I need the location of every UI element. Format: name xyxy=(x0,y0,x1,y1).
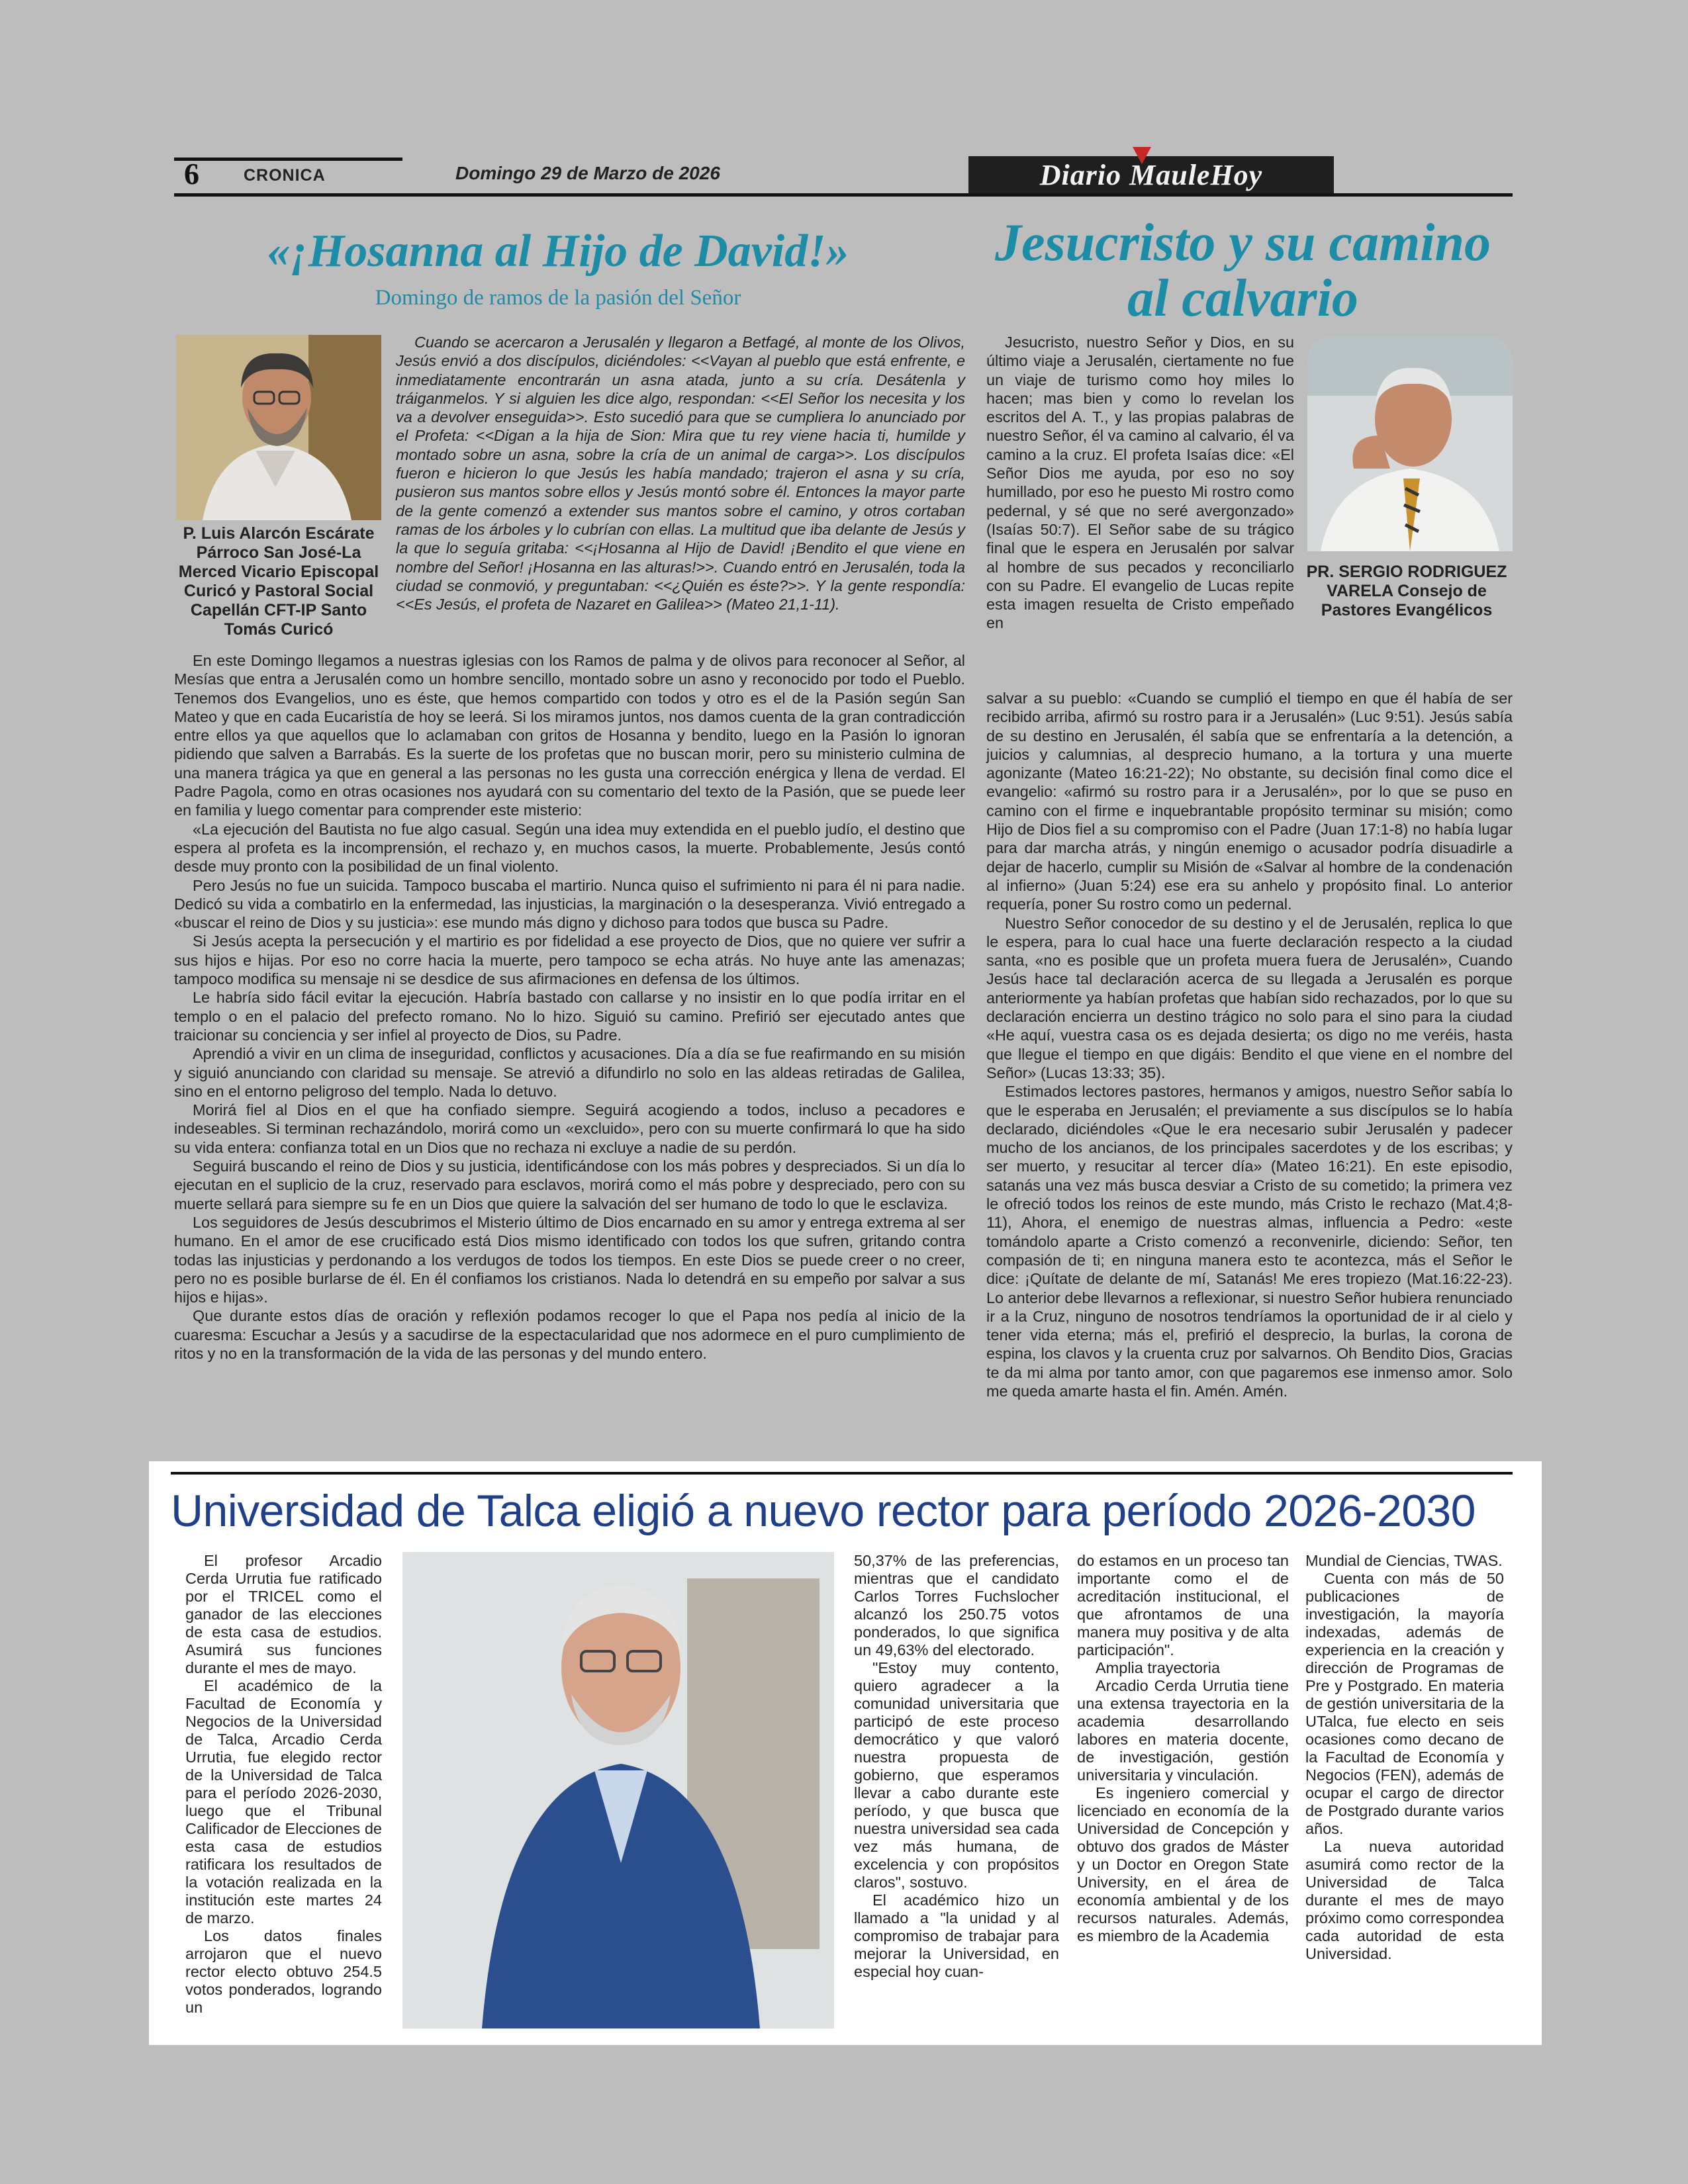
left-article-subtitle: Domingo de ramos de la pasión del Señor xyxy=(375,286,741,310)
body-paragraph: La nueva autoridad asumirá como rector de la Universidad de Talca durante el mes de mayo próximo como correspondea cada autoridad de esta Universidad. xyxy=(1305,1838,1504,1962)
body-paragraph: Jesucristo, nuestro Señor y Dios, en su último viaje a Jerusalén, ciertamente no fue un viaje de turismo como hoy miles lo hacen; mas bien y como lo revelan los escritos del A. T., y las propias palabras de nuestro Señor, él va camino al calvario, él va camino a la cruz. El profeta Isaías dice: «El Señor Dios me ayuda, por eso no soy humillado, por eso he puesto Mi rostro como pedernal, y sé que no seré avergonzado» (Isaías 50:7). El Señor sabe de su trágico final que le espera en Jerusalén por salvar al hombre de sus pecados y reconciliarlo con su Padre. El evangelio de Lucas repite esta imagen resuelta de Cristo empeñado en xyxy=(986,334,1294,632)
body-paragraph: Si Jesús acepta la persecución y el martirio es por fidelidad a ese proyecto de Dios, que no quiere ver sufrir a sus hijos e hijas. Por eso no corre hacia la muerte, pero tampoco se echa atrás. No huye ante las amenazas; tampoco modifica su mensaje ni se desdice de sus afirmaciones en defensa de los últimos. xyxy=(174,933,965,988)
body-paragraph: Es ingeniero comercial y licenciado en economía de la Universidad de Concepción y obtuvo dos grados de Máster y un Doctor en Oregon State University, en el área de economía ambiental y de los recursos naturales. Además, es miembro de la Academia xyxy=(1077,1784,1289,1944)
logo-red-triangle-icon xyxy=(1133,147,1151,164)
author-photo-luis xyxy=(176,335,381,520)
body-paragraph: El académico hizo un llamado a "la unidad y al compromiso de trabajar para mejorar la Universidad, en especial hoy cuan- xyxy=(854,1891,1059,1980)
section-label: CRONICA xyxy=(244,166,326,185)
bottom-article-title: Universidad de Talca eligió a nuevo rector para período 2026-2030 xyxy=(171,1486,1476,1536)
body-paragraph: Aprendió a vivir en un clima de inseguridad, conflictos y acusaciones. Día a día se fue reafirmando en su misión y siguió anunciando con claridad su mensaje. Se atrevió a difundirlo no solo en las aldeas retiradas de Galilea, sino en el entorno peligroso del templo. Nada lo detuvo. xyxy=(174,1045,965,1100)
author-caption-luis: P. Luis Alarcón Escárate Párroco San José-La Merced Vicario Episcopal Curicó y Pastoral Social Capellán CFT-IP Santo Tomás Curicó xyxy=(178,524,379,639)
body-paragraph: do estamos en un proceso tan importante como el de acreditación institucional, el que afrontamos de una manera muy positiva y de alta participación". xyxy=(1077,1552,1289,1659)
left-article-title: «¡Hosanna al Hijo de David!» xyxy=(267,226,849,277)
body-paragraph: En este Domingo llegamos a nuestras iglesias con los Ramos de palma y de olivos para reconocer al Señor, al Mesías que entra a Jerusalén como un hombre sencillo, montado sobre un asno y reconocido por todo el Pueblo. Tenemos dos Evangelios, uno es éste, que hemos compartido con todos y otro es el de la Pasión según San Mateo y que en cada Eucaristía de hoy se leerá. Si los miramos juntos, nos damos cuenta de la gran contradicción entre ellos ya que aquellos que lo aclamaban con gritos de Hosanna y bendito, luego en la Pasión lo ignoran pidiendo que salven a Barrabás. Es la suerte de los profetas que no buscan morir, pero su ministerio culmina de una manera trágica ya que en general a las personas no les gusta una corrección enérgica y llena de verdad. El Padre Pagola, como en otras ocasiones nos ayudará con su comentario del texto de la Pasión, que se puede leer en familia y luego comentar para comprender este misterio: xyxy=(174,652,965,819)
body-paragraph: Arcadio Cerda Urrutia tiene una extensa trayectoria en la academia desarrollando labores en materia docente, de investigación, gestión universitaria y vinculación. xyxy=(1077,1677,1289,1784)
right-article-body xyxy=(986,689,1513,1400)
bottom-column-1 xyxy=(185,1552,382,2017)
newspaper-logo xyxy=(968,156,1334,193)
portrait-man-icon xyxy=(1307,336,1513,551)
right-article-top-column xyxy=(986,333,1294,633)
body-paragraph: El académico de la Facultad de Economía y Negocios de la Universidad de Talca, Arcadio Cerda Urrutia, fue elegido rector de la Universidad de Talca para el período 2026-2030, luego que el Tribunal Calificador de Elecciones de esta casa de estudios ratificara los resultados de la votación realizada en la institución este martes 24 de marzo. xyxy=(185,1677,382,1927)
rector-photo xyxy=(402,1552,834,2028)
page-number: 6 xyxy=(184,157,199,191)
left-article-intro xyxy=(396,333,965,614)
body-paragraph: Que durante estos días de oración y reflexión podamos recoger lo que el Papa nos pedía al inicio de la cuaresma: Escuchar a Jesús y a sacudirse de la espectacularidad que nos adormece en el puro cumplimiento de ritos y no en la transformación de la vida de las personas y del mundo entero. xyxy=(174,1307,965,1362)
body-paragraph: «La ejecución del Bautista no fue algo casual. Según una idea muy extendida en el pueblo judío, el destino que espera al profeta es la incomprensión, el rechazo y, en muchos casos, la muerte. Probablemente, Jesús contó desde muy pronto con la posibilidad de un final violento. xyxy=(174,820,965,876)
body-paragraph: Nuestro Señor conocedor de su destino y el de Jerusalén, replica lo que le espera, para lo cual hace una fuerte declaración respecto a la ciudad santa, «no es posible que un profeta muera fuera de Jerusalén», Cuando Jesús hace tal declaración acerca de su llegada a Jerusalén es porque anteriormente ya habían profetas que habían sido rechazados, por lo que su declaración encierra un destino trágico no solo para el sino para la ciudad «He aquí, vuestra casa os es dejada desierta; os digo no me veréis, hasta que llegue el tiempo en que digáis: Bendito el que viene en el nombre del Señor» (Lucas 13:33; 35). xyxy=(986,914,1513,1081)
body-paragraph: 50,37% de las preferencias, mientras que el candidato Carlos Torres Fuchslocher alcanzó los 250.75 votos ponderados, lo que significa un 49,63% del electorado. xyxy=(854,1552,1059,1659)
body-paragraph: "Estoy muy contento, quiero agradecer a la comunidad universitaria que participó de este proceso democrático y que valoró nuestra propuesta de gobierno, que esperamos llevar a cabo durante este período, y que busca que nuestra universidad sea cada vez más humana, de excelencia y con propósitos claros", sostuvo. xyxy=(854,1659,1059,1891)
portrait-man-icon xyxy=(176,335,381,520)
body-paragraph: Seguirá buscando el reino de Dios y su justicia, identificándose con los más pobres y despreciados. Si un día lo ejecutan en el suplicio de la cruz, reservado para esclavos, morirá como el más pobre y despreciado, pero con su muerte sellará para siempre su fe en un Dios que quiere la salvación del ser humano de todo lo que le esclaviza. xyxy=(174,1158,965,1212)
portrait-man-icon xyxy=(402,1552,834,2028)
author-photo-sergio xyxy=(1307,336,1513,551)
body-paragraph: salvar a su pueblo: «Cuando se cumplió el tiempo en que él había de ser recibido arriba, afirmó su rostro para ir a Jerusalén» (Luc 9:51). Jesús sabía de su destino en Jerusalén, él sabía que se enfrentaría a la detención, a juicios y calumnias, al desprecio humano, a la tortura y una muerte agonizante (Mateo 16:21-22); No obstante, su decisión final como dice el evangelio: «afirmó su rostro para ir a Jerusalén», por lo que se puso en camino con el firme e inquebrantable propósito terminar su misión; como Hijo de Dios fiel a su compromiso con el Padre (Juan 17:1-8) no había lugar para dar marcha atrás, y ningún enemigo o acusador podría disuadirle a dejar de hacerlo, cumplir su Misión de «Salvar al hombre de la condenación al infierno» (Juan 5:24) ese era su anhelo y propósito final. Lo anterior requería, poner Su rostro como un pedernal. xyxy=(986,690,1513,913)
body-paragraph: Los seguidores de Jesús descubrimos el Misterio último de Dios encarnado en su amor y entrega extrema al ser humano. En el amor de ese crucificado está Dios mismo identificado con todos los que sufren, gritando contra todas las injusticias y perdonando a los verdugos de todos los tiempos. En este Dios se puede creer o no creer, pero no es posible burlarse de él. En él confiamos los cristianos. Nada lo detendrá en su empeño por salvar a sus hijos e hijas». xyxy=(174,1213,965,1306)
body-paragraph: Le habría sido fácil evitar la ejecución. Habría bastado con callarse y no insistir en lo que podía irritar en el templo o en el palacio del prefecto romano. No lo hizo. Siguió su camino. Prefirió ser ejecutado antes que traicionar su conciencia y ser infiel al proyecto de Dios, su Padre. xyxy=(174,989,965,1044)
right-article-title: Jesucristo y su camino al calvario xyxy=(995,214,1491,328)
body-paragraph: Mundial de Ciencias, TWAS. xyxy=(1305,1552,1503,1569)
section-subheading: Amplia trayectoria xyxy=(1096,1659,1221,1676)
body-paragraph: Pero Jesús no fue un suicida. Tampoco buscaba el martirio. Nunca quiso el sufrimiento ni para él ni para nadie. Dedicó su vida a combatirlo en la enfermedad, las injusticias, la marginación o la desesperanza. Vivió entregado a «buscar el reino de Dios y su justicia»: ese mundo más digno y dichoso para todos que busca su Padre. xyxy=(174,876,965,932)
header-top-rule xyxy=(174,158,402,161)
header-rule xyxy=(174,193,1513,197)
left-article-body xyxy=(174,651,965,1363)
body-paragraph: El profesor Arcadio Cerda Urrutia fue ratificado por el TRICEL como el ganador de las elecciones de esta casa de estudios. Asumirá sus funciones durante el mes de mayo. xyxy=(185,1552,382,1676)
brand-name: Diario MauleHoy xyxy=(1039,159,1263,191)
bottom-column-3 xyxy=(1077,1552,1289,1945)
intro-paragraph: Cuando se acercaron a Jerusalén y llegaron a Betfagé, al monte de los Olivos, Jesús envió a dos discípulos, diciéndoles: <<Vayan al pueblo que está enfrente, e inmediatamente encontrarán un asna atada, junto a su cría. Desátenla y tráiganmelos. Y si alguien les dice algo, respondan: <<El Señor los necesita y los va a devolver enseguida>>. Esto sucedió para que se cumpliera lo anunciado por el Profeta: <<Digan a la hija de Sion: Mira que tu rey viene hacia ti, humilde y montado sobre un asna, sobre la cría de un animal de carga>>. Los discípulos fueron e hicieron lo que Jesús les había mandado; trajeron el asna y su cría, pusieron sus mantos sobre ellos y Jesús montó sobre él. Entonces la mayor parte de la gente comenzó a extender sus mantos sobre el camino, y otros cortaban ramas de los árboles y lo cubrían con ellas. La multitud que iba delante de Jesús y la que lo seguía gritaba: <<¡Hosanna al Hijo de David! ¡Bendito el que viene en nombre del Señor! ¡Hosanna en las alturas!>>. Cuando entró en Jerusalén, toda la ciudad se conmovió, y preguntaban: <<¿Quién es éste?>>. Y la gente respondía: <<Es Jesús, el profeta de Nazaret en Galilea>> (Mateo 21,1-11). xyxy=(396,334,965,614)
body-paragraph: Morirá fiel al Dios en el que ha confiado siempre. Seguirá acogiendo a todos, incluso a pecadores e indeseables. Si terminan rechazándolo, morirá como un «excluido», pero con su muerte confirmará lo que ha sido su vida entera: confianza total en un Dios que no rechaza ni excluye a nadie de su perdón. xyxy=(174,1101,965,1156)
body-paragraph: Cuenta con más de 50 publicaciones de investigación, la mayoría indexadas, además de experiencia en la creación y dirección de Programas de Pre y Postgrado. En materia de gestión universitaria de la UTalca, fue electo en seis ocasiones como decano de la Facultad de Economía y Negocios (FEN), además de ocupar el cargo de director de Postgrado durante varios años. xyxy=(1305,1570,1504,1837)
body-paragraph: Los datos finales arrojaron que el nuevo rector electo obtuvo 254.5 votos ponderados, logrando un xyxy=(185,1927,382,2016)
bottom-article-rule xyxy=(171,1472,1513,1475)
author-caption-sergio: PR. SERGIO RODRIGUEZ VARELA Consejo de Pastores Evangélicos xyxy=(1306,563,1507,619)
bottom-column-4 xyxy=(1305,1552,1504,1963)
body-paragraph: Estimados lectores pastores, hermanos y amigos, nuestro Señor sabía lo que le esperaba en Jerusalén; el previamente a sus discípulos se lo había declarado, diciéndoles «Que le era necesario subir Jerusalén y padecer mucho de los ancianos, de los principales sacerdotes y de los escribas; y ser muerto, y resucitar al tercer día» (Mateo 16:21). En este episodio, satanás una vez más busca desviar a Cristo de su cometido; la primera vez le ofreció todos los reinos de este mundo, más Cristo le rechazo (Mat.4;8-11), Ahora, el enemigo de nuestras almas, influencia a Pedro: «este tomándolo aparte a Cristo comenzó a reconvenirle, diciendo: Señor, ten compasión de ti; en ninguna manera esto te acontezca, más el Señor le dice: ¡Quítate de delante de mí, Satanás! Me eres tropiezo (Mat.16:22-23). Lo anterior debe llevarnos a reflexionar, si nuestro Señor hubiera renunciado ir a la Cruz, ninguno de nosotros tendríamos la oportunidad de ir al cielo y tener vida eterna; más el, prefirió el desprecio, la burlas, la corona de espina, los clavos y la cruenta cruz por salvarnos. Oh Bendito Dios, Gracias te da mi alma por tanto amor, con que pagaremos ese inmenso amor. Solo me queda amarte hasta el fin. Amén. Amén. xyxy=(986,1083,1513,1400)
issue-date: Domingo 29 de Marzo de 2026 xyxy=(455,163,720,183)
bottom-column-2 xyxy=(854,1552,1059,1981)
